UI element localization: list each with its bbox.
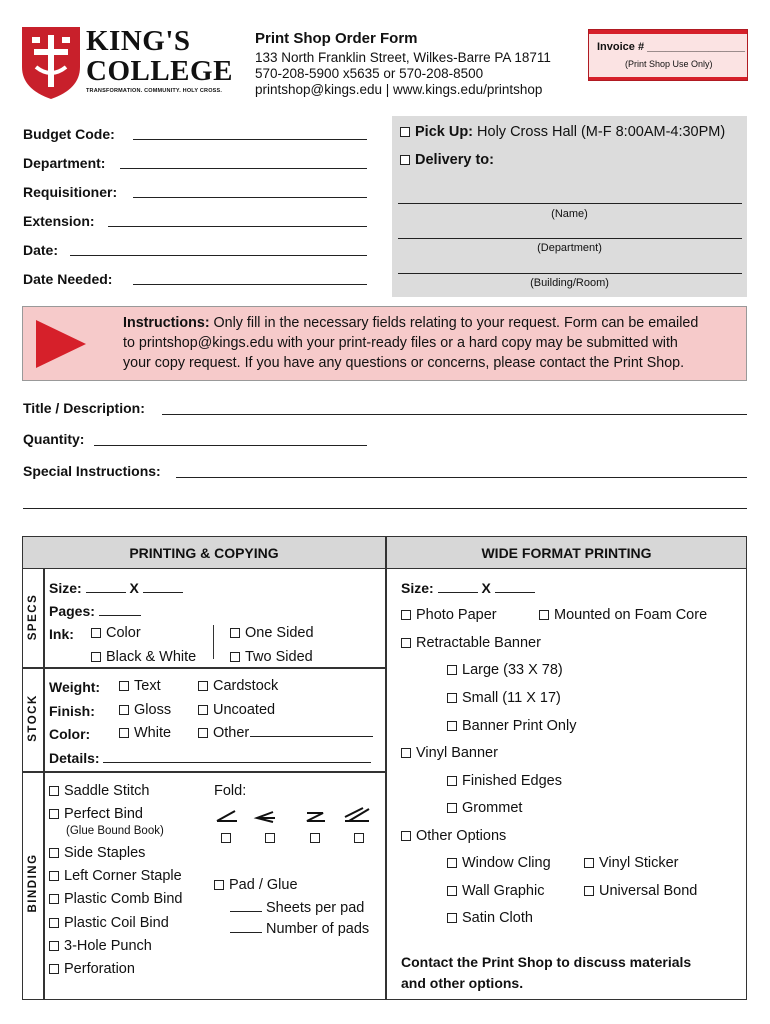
pages-label: Pages: xyxy=(49,603,95,619)
one-sided-label: One Sided xyxy=(245,625,314,641)
double-parallel-fold-icon xyxy=(345,808,369,821)
ink-sides-divider xyxy=(213,625,214,659)
wide-header: WIDE FORMAT PRINTING xyxy=(481,545,652,561)
photo-paper-label: Photo Paper xyxy=(416,607,497,623)
white-option[interactable] xyxy=(119,725,171,741)
wide-size-height-field[interactable] xyxy=(495,580,535,593)
budget-code-field[interactable] xyxy=(133,139,367,140)
saddle-stitch-checkbox[interactable] xyxy=(49,786,59,796)
perfect-bind-checkbox[interactable] xyxy=(49,809,59,819)
photo-paper-checkbox[interactable] xyxy=(401,610,411,620)
form-title: Print Shop Order Form xyxy=(255,30,418,47)
number-of-pads-field[interactable] xyxy=(230,920,262,933)
vinyl-sticker-label: Vinyl Sticker xyxy=(599,855,679,871)
special-instructions-label: Special Instructions: xyxy=(23,463,161,479)
details-label: Details: xyxy=(49,750,100,766)
window-cling-checkbox[interactable] xyxy=(447,858,457,868)
number-of-pads-label: Number of pads xyxy=(266,921,370,937)
department-label: Department: xyxy=(23,155,106,171)
vinyl-banner-label: Vinyl Banner xyxy=(416,745,498,761)
delivery-name-caption: (Name) xyxy=(551,208,588,220)
retractable-banner-checkbox[interactable] xyxy=(401,638,411,648)
stock-label: STOCK xyxy=(27,694,39,742)
binding-3-hole-punch[interactable] xyxy=(49,938,152,954)
banner-print-only-option[interactable] xyxy=(447,718,576,734)
finished-edges-checkbox[interactable] xyxy=(447,776,457,786)
mounted-foam-label: Mounted on Foam Core xyxy=(554,607,708,623)
tri-fold-checkbox[interactable] xyxy=(265,833,275,843)
uncoated-label: Uncoated xyxy=(213,702,276,718)
print-size-label: Size: xyxy=(49,580,82,596)
delivery-building-caption: (Building/Room) xyxy=(530,277,609,289)
ink-color-option[interactable] xyxy=(91,625,141,641)
two-sided-checkbox[interactable] xyxy=(230,652,240,662)
pad-glue-label: Pad / Glue xyxy=(229,877,298,893)
finished-edges-label: Finished Edges xyxy=(462,773,562,789)
instructions-line3: your copy request. If you have any questions or concerns, please contact the Print Shop. xyxy=(123,355,685,371)
hole-punch-checkbox[interactable] xyxy=(49,941,59,951)
pickup-text: Holy Cross Hall (M-F 8:00AM-4:30PM) xyxy=(477,124,726,140)
stock-color-label: Color: xyxy=(49,726,91,742)
delivery-department-caption: (Department) xyxy=(537,242,602,254)
saddle-stitch-label: Saddle Stitch xyxy=(64,783,150,799)
banner-print-only-label: Banner Print Only xyxy=(462,718,577,734)
budget-code-label: Budget Code: xyxy=(23,126,115,142)
two-sided-option[interactable] xyxy=(230,649,313,665)
binding-saddle-stitch[interactable] xyxy=(49,783,149,799)
delivery-building-field[interactable] xyxy=(398,273,742,274)
white-label: White xyxy=(134,725,172,741)
wide-size-x: X xyxy=(481,580,491,596)
title-description-label: Title / Description: xyxy=(23,400,145,416)
plastic-coil-checkbox[interactable] xyxy=(49,918,59,928)
sheets-per-pad-field[interactable] xyxy=(230,899,262,912)
contact-note-line2: and other options. xyxy=(401,975,524,991)
details-field[interactable] xyxy=(103,750,371,763)
banner-print-only-checkbox[interactable] xyxy=(447,721,457,731)
logo-line1: KING'S xyxy=(86,25,191,57)
special-instructions-field-2[interactable] xyxy=(23,508,747,509)
pickup-checkbox[interactable] xyxy=(400,127,410,137)
arrow-right-icon xyxy=(36,320,86,368)
stock-binding-divider xyxy=(23,771,385,773)
large-banner-checkbox[interactable] xyxy=(447,665,457,675)
delivery-label: Delivery to: xyxy=(415,152,494,168)
special-instructions-field[interactable] xyxy=(176,477,747,478)
shop-phone: 570-208-5900 x5635 or 570-208-8500 xyxy=(255,66,484,81)
universal-bond-checkbox[interactable] xyxy=(584,886,594,896)
ink-bw-label: Black & White xyxy=(106,649,197,665)
binding-plastic-coil[interactable] xyxy=(49,915,169,931)
ink-bw-option[interactable] xyxy=(91,649,196,665)
other-stock-field[interactable] xyxy=(250,725,373,737)
sheets-per-pad-row xyxy=(230,899,364,916)
extension-label: Extension: xyxy=(23,213,95,229)
text-label: Text xyxy=(134,678,161,694)
other-stock-option[interactable] xyxy=(198,725,373,741)
ink-color-checkbox[interactable] xyxy=(91,628,101,638)
ink-label: Ink: xyxy=(49,626,74,642)
delivery-department-field[interactable] xyxy=(398,238,742,239)
other-options-checkbox[interactable] xyxy=(401,831,411,841)
tri-fold-icon xyxy=(257,812,275,822)
uncoated-option[interactable] xyxy=(198,702,275,718)
cardstock-checkbox[interactable] xyxy=(198,681,208,691)
delivery-option[interactable] xyxy=(400,152,494,168)
gloss-label: Gloss xyxy=(134,702,172,718)
half-fold-icon xyxy=(217,811,237,821)
pickup-label: Pick Up: xyxy=(415,124,474,140)
contact-note-line1: Contact the Print Shop to discuss materials xyxy=(401,954,692,970)
print-size-row xyxy=(49,580,183,596)
hole-punch-label: 3-Hole Punch xyxy=(64,938,152,954)
instructions-line1 xyxy=(123,315,698,331)
mounted-foam-option[interactable] xyxy=(539,607,707,623)
date-needed-label: Date Needed: xyxy=(23,271,113,287)
satin-cloth-option[interactable] xyxy=(447,910,533,926)
window-cling-option[interactable] xyxy=(447,855,551,871)
shop-contact: printshop@kings.edu | www.kings.edu/printshop xyxy=(255,82,543,97)
grommet-checkbox[interactable] xyxy=(447,803,457,813)
binding-perfect-bind[interactable] xyxy=(49,806,143,822)
wide-size-label: Size: xyxy=(401,580,434,596)
quantity-label: Quantity: xyxy=(23,431,85,447)
other-options-option[interactable] xyxy=(401,828,506,844)
vinyl-sticker-option[interactable] xyxy=(584,855,679,871)
delivery-name-field[interactable] xyxy=(398,203,742,204)
print-size-height-field[interactable] xyxy=(143,580,183,593)
invoice-label: Invoice # ________________ xyxy=(597,41,746,53)
order-options-table xyxy=(22,536,747,1000)
large-banner-label: Large (33 X 78) xyxy=(462,662,563,678)
large-banner-option[interactable] xyxy=(447,662,563,678)
left-corner-staple-checkbox[interactable] xyxy=(49,871,59,881)
title-description-field[interactable] xyxy=(162,414,747,415)
instructions-label: Instructions: xyxy=(123,315,210,331)
other-stock-label: Other xyxy=(213,725,250,741)
shop-address: 133 North Franklin Street, Wilkes-Barre PA 18711 xyxy=(255,50,551,65)
retractable-banner-label: Retractable Banner xyxy=(416,635,541,651)
grommet-option[interactable] xyxy=(447,800,522,816)
printing-header: PRINTING & COPYING xyxy=(129,545,279,561)
wide-size-row xyxy=(401,580,535,596)
retractable-banner-option[interactable] xyxy=(401,635,541,651)
text-checkbox[interactable] xyxy=(119,681,129,691)
gloss-option[interactable] xyxy=(119,702,171,718)
delivery-checkbox[interactable] xyxy=(400,155,410,165)
instructions-text1: Only fill in the necessary fields relating to your request. Form can be emailed xyxy=(209,315,699,331)
vinyl-banner-checkbox[interactable] xyxy=(401,748,411,758)
finished-edges-option[interactable] xyxy=(447,773,562,789)
uncoated-checkbox[interactable] xyxy=(198,705,208,715)
binding-left-corner-staple[interactable] xyxy=(49,868,182,884)
fold-label: Fold: xyxy=(214,783,247,799)
small-banner-checkbox[interactable] xyxy=(447,693,457,703)
ink-bw-checkbox[interactable] xyxy=(91,652,101,662)
extension-field[interactable] xyxy=(108,226,367,227)
left-corner-staple-label: Left Corner Staple xyxy=(64,868,182,884)
binding-perforation[interactable] xyxy=(49,961,135,977)
requisitioner-field[interactable] xyxy=(133,197,367,198)
two-sided-label: Two Sided xyxy=(245,649,313,665)
universal-bond-option[interactable] xyxy=(584,883,697,899)
vinyl-banner-option[interactable] xyxy=(401,745,498,761)
side-staples-label: Side Staples xyxy=(64,845,146,861)
double-fold-checkbox[interactable] xyxy=(354,833,364,843)
perforation-label: Perforation xyxy=(64,961,135,977)
small-banner-label: Small (11 X 17) xyxy=(462,690,561,706)
z-fold-icon xyxy=(307,813,325,821)
invoice-note: (Print Shop Use Only) xyxy=(625,59,713,69)
perforation-checkbox[interactable] xyxy=(49,964,59,974)
logo-tagline: TRANSFORMATION. COMMUNITY. HOLY CROSS. xyxy=(86,88,223,94)
universal-bond-label: Universal Bond xyxy=(599,883,698,899)
instructions-box xyxy=(22,306,747,381)
pad-glue-option[interactable] xyxy=(214,877,298,893)
pickup-option[interactable] xyxy=(400,124,725,140)
glue-bound-note: (Glue Bound Book) xyxy=(66,825,164,837)
small-banner-option[interactable] xyxy=(447,690,561,706)
satin-cloth-label: Satin Cloth xyxy=(462,910,533,926)
ink-color-label: Color xyxy=(106,625,141,641)
half-fold-checkbox[interactable] xyxy=(221,833,231,843)
sheets-per-pad-label: Sheets per pad xyxy=(266,900,365,916)
other-stock-checkbox[interactable] xyxy=(198,728,208,738)
pages-field[interactable] xyxy=(99,603,141,616)
vinyl-sticker-checkbox[interactable] xyxy=(584,858,594,868)
mounted-foam-checkbox[interactable] xyxy=(539,610,549,620)
wall-graphic-checkbox[interactable] xyxy=(447,886,457,896)
gloss-checkbox[interactable] xyxy=(119,705,129,715)
cardstock-label: Cardstock xyxy=(213,678,279,694)
grommet-label: Grommet xyxy=(462,800,523,816)
column-divider xyxy=(385,537,387,999)
cardstock-option[interactable] xyxy=(198,678,278,694)
delivery-box xyxy=(392,116,747,297)
plastic-comb-checkbox[interactable] xyxy=(49,894,59,904)
fold-icons xyxy=(213,805,373,827)
specs-label: SPECS xyxy=(27,593,39,641)
perfect-bind-label: Perfect Bind xyxy=(64,806,143,822)
pad-glue-checkbox[interactable] xyxy=(214,880,224,890)
specs-stock-divider xyxy=(23,667,385,669)
print-size-width-field[interactable] xyxy=(86,580,126,593)
finish-label: Finish: xyxy=(49,703,95,719)
sidebar-divider xyxy=(43,569,45,999)
text-option[interactable] xyxy=(119,678,161,694)
binding-side-staples[interactable] xyxy=(49,845,145,861)
weight-label: Weight: xyxy=(49,679,101,695)
z-fold-checkbox[interactable] xyxy=(310,833,320,843)
wide-size-width-field[interactable] xyxy=(438,580,478,593)
department-field[interactable] xyxy=(120,168,367,169)
details-row xyxy=(49,750,371,766)
invoice-box xyxy=(588,29,748,81)
date-field[interactable] xyxy=(70,255,367,256)
date-needed-field[interactable] xyxy=(133,284,367,285)
window-cling-label: Window Cling xyxy=(462,855,551,871)
binding-plastic-comb[interactable] xyxy=(49,891,182,907)
one-sided-option[interactable] xyxy=(230,625,314,641)
quantity-field[interactable] xyxy=(94,445,367,446)
wall-graphic-option[interactable] xyxy=(447,883,544,899)
wall-graphic-label: Wall Graphic xyxy=(462,883,545,899)
satin-cloth-checkbox[interactable] xyxy=(447,913,457,923)
pages-row xyxy=(49,603,141,619)
print-size-x: X xyxy=(129,580,139,596)
college-logo xyxy=(22,27,232,99)
logo-line2: COLLEGE xyxy=(86,55,233,87)
requisitioner-label: Requisitioner: xyxy=(23,184,118,200)
plastic-coil-label: Plastic Coil Bind xyxy=(64,915,169,931)
shield-crest-icon xyxy=(22,27,80,99)
photo-paper-option[interactable] xyxy=(401,607,497,623)
other-options-label: Other Options xyxy=(416,828,507,844)
instructions-line2: to printshop@kings.edu with your print-ready files or a hard copy may be submitted with xyxy=(123,335,678,351)
one-sided-checkbox[interactable] xyxy=(230,628,240,638)
date-label: Date: xyxy=(23,242,59,258)
plastic-comb-label: Plastic Comb Bind xyxy=(64,891,183,907)
binding-label: BINDING xyxy=(27,853,39,913)
number-of-pads-row xyxy=(230,920,369,937)
side-staples-checkbox[interactable] xyxy=(49,848,59,858)
white-checkbox[interactable] xyxy=(119,728,129,738)
